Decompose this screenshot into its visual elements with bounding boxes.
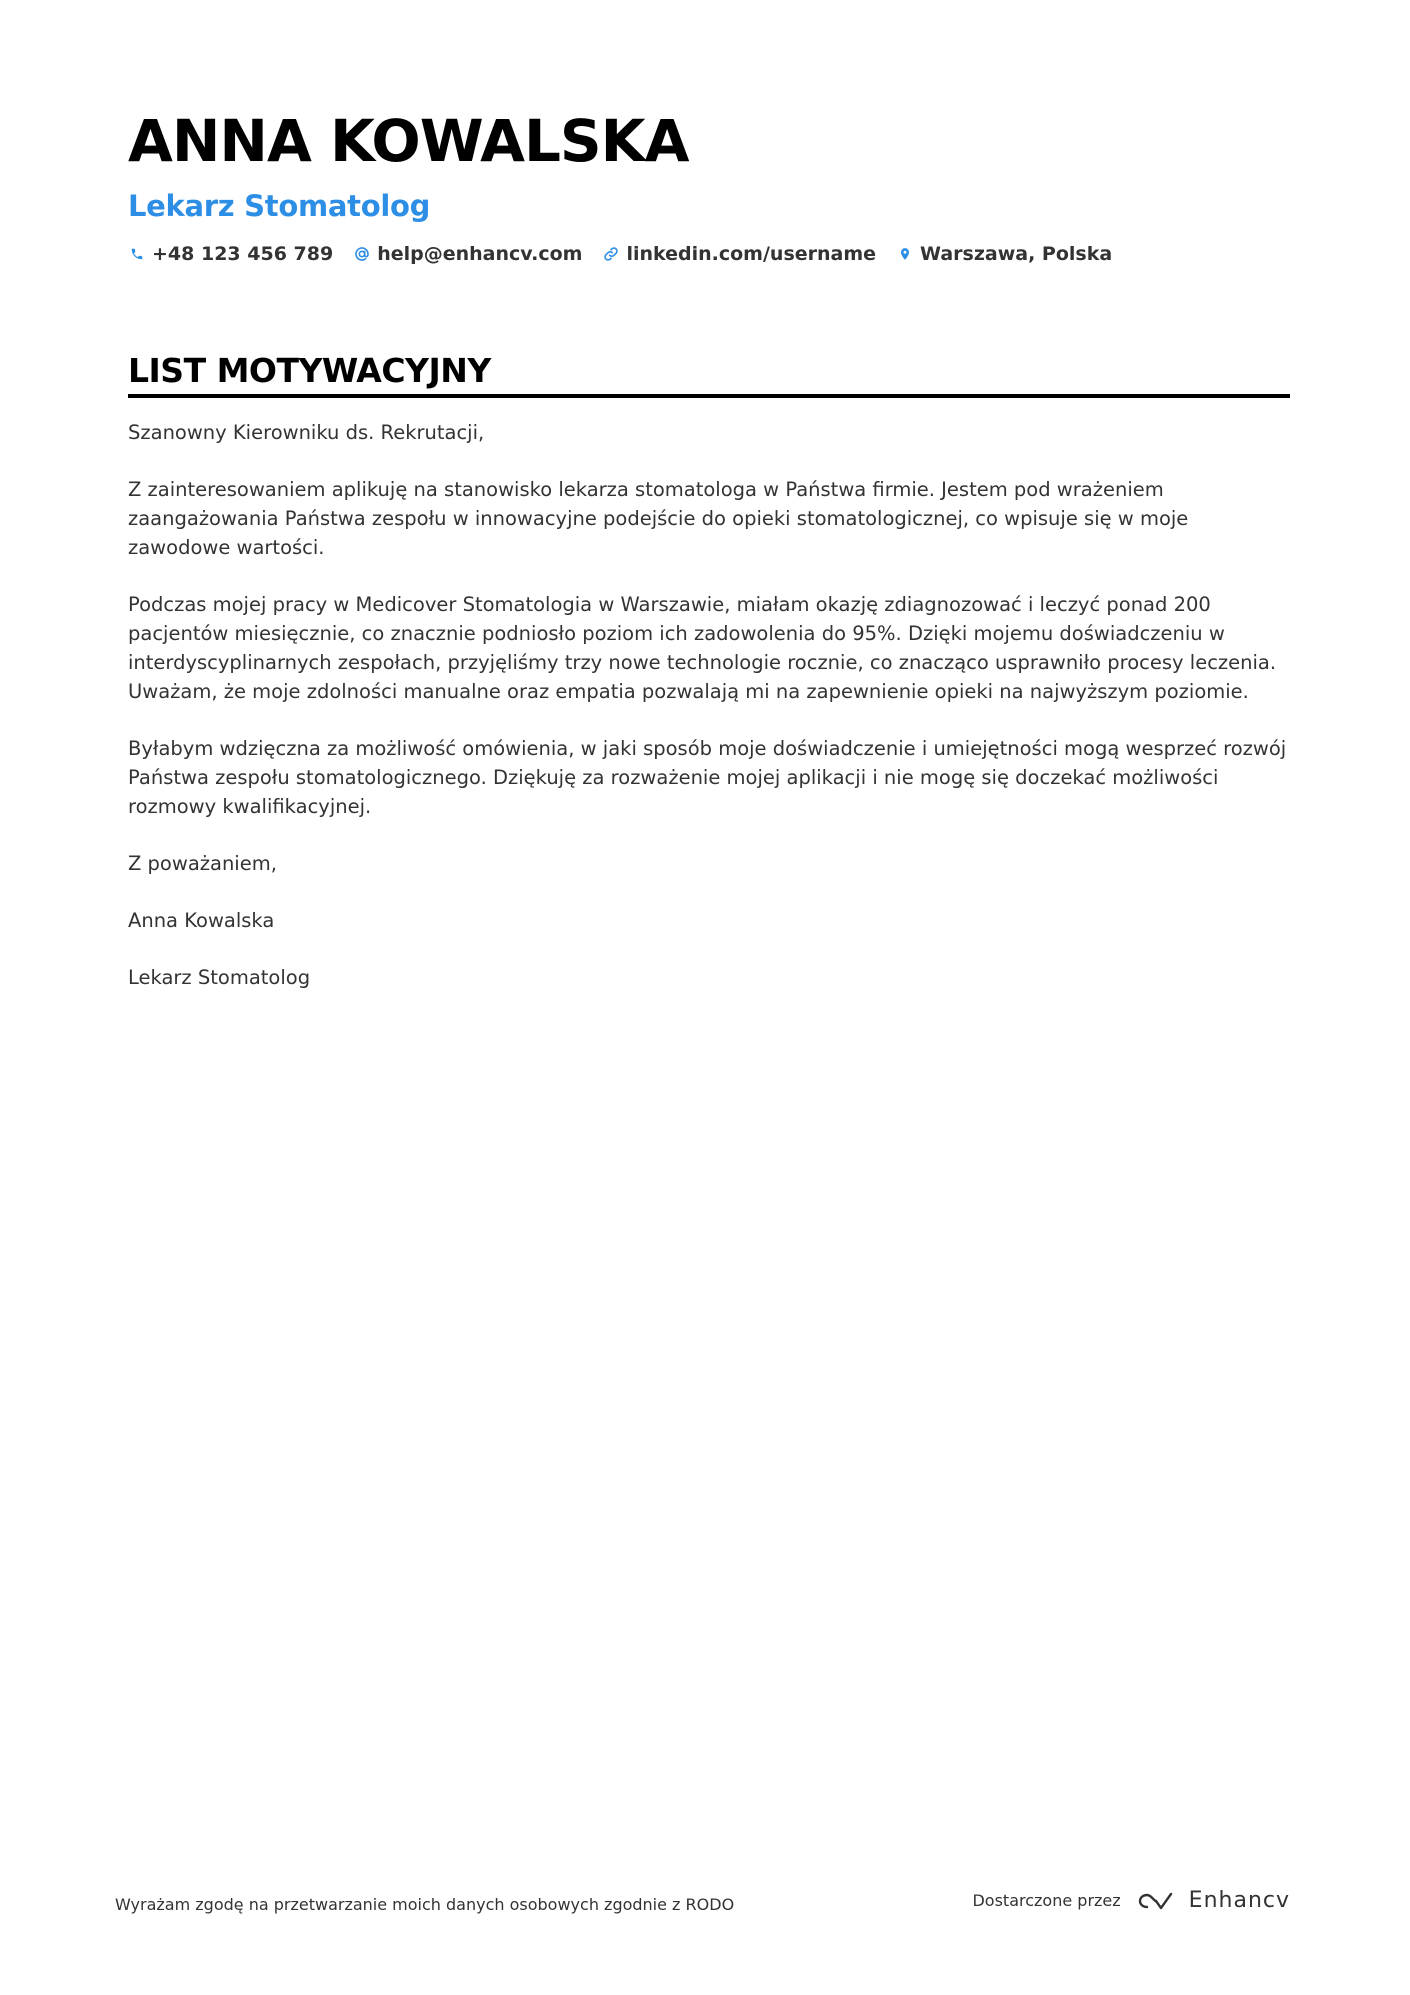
powered-by-label: Dostarczone przez xyxy=(972,1891,1121,1910)
email-text: help@enhancv.com xyxy=(377,242,583,265)
contact-phone[interactable] xyxy=(128,243,333,265)
link-icon xyxy=(602,245,620,263)
linkedin-text: linkedin.com/username xyxy=(626,242,877,265)
phone-text: +48 123 456 789 xyxy=(152,242,334,265)
candidate-title: Lekarz Stomatolog xyxy=(128,188,431,223)
section-heading: LIST MOTYWACYJNY xyxy=(128,351,1290,398)
signature-title: Lekarz Stomatolog xyxy=(128,965,311,989)
contact-location xyxy=(896,243,1112,265)
contact-email[interactable] xyxy=(353,243,582,265)
contact-bar xyxy=(128,243,1290,265)
letter-closing: Z poważaniem, xyxy=(128,851,277,875)
letter-paragraph: Z zainteresowaniem aplikuję na stanowisko lekarza stomatologa w Państwa firmie. Jestem pod wrażeniem zaangażowania Państwa zespołu w innowacyjne podejście do opieki stomatologicznej, co wpisuje się w moje zawodowe wartości. xyxy=(128,477,1189,559)
cover-letter-page xyxy=(128,108,1290,1020)
location-text: Warszawa, Polska xyxy=(920,242,1113,265)
letter-body xyxy=(128,418,1290,992)
enhancv-logo-icon xyxy=(1133,1889,1179,1913)
map-pin-icon xyxy=(896,245,914,263)
letter-paragraph: Byłabym wdzięczna za możliwość omówienia, w jaki sposób moje doświadczenie i umiejętności mogą wesprzeć rozwój Państwa zespołu stomatologicznego. Dziękuję za rozważenie mojej aplikacji i nie mogę się doczekać możliwości rozmowy kwalifikacyjnej. xyxy=(128,736,1287,818)
letter-paragraph: Podczas mojej pracy w Medicover Stomatologia w Warszawie, miałam okazję zdiagnozować i leczyć ponad 200 pacjentów miesięcznie, co znacznie podniosło poziom ich zadowolenia do 95%. Dzięki mojemu doświadczeniu w interdyscyplinarnych zespołach, przyjęliśmy trzy nowe technologie rocznie, co znacząco usprawniło procesy leczenia. Uważam, że moje zdolności manualne oraz empatia pozwalają mi na zapewnienie opieki na najwyższym poziomie. xyxy=(128,592,1277,703)
contact-linkedin[interactable] xyxy=(602,243,876,265)
at-icon xyxy=(353,245,371,263)
signature-name: Anna Kowalska xyxy=(128,908,275,932)
letter-greeting: Szanowny Kierowniku ds. Rekrutacji, xyxy=(128,420,485,444)
gdpr-consent-note: Wyrażam zgodę na przetwarzanie moich danych osobowych zgodnie z RODO xyxy=(115,1895,735,1914)
powered-by[interactable] xyxy=(972,1888,1290,1913)
phone-icon xyxy=(128,245,146,263)
candidate-name: ANNA KOWALSKA xyxy=(128,107,689,175)
brand-name: Enhancv xyxy=(1188,1888,1290,1913)
